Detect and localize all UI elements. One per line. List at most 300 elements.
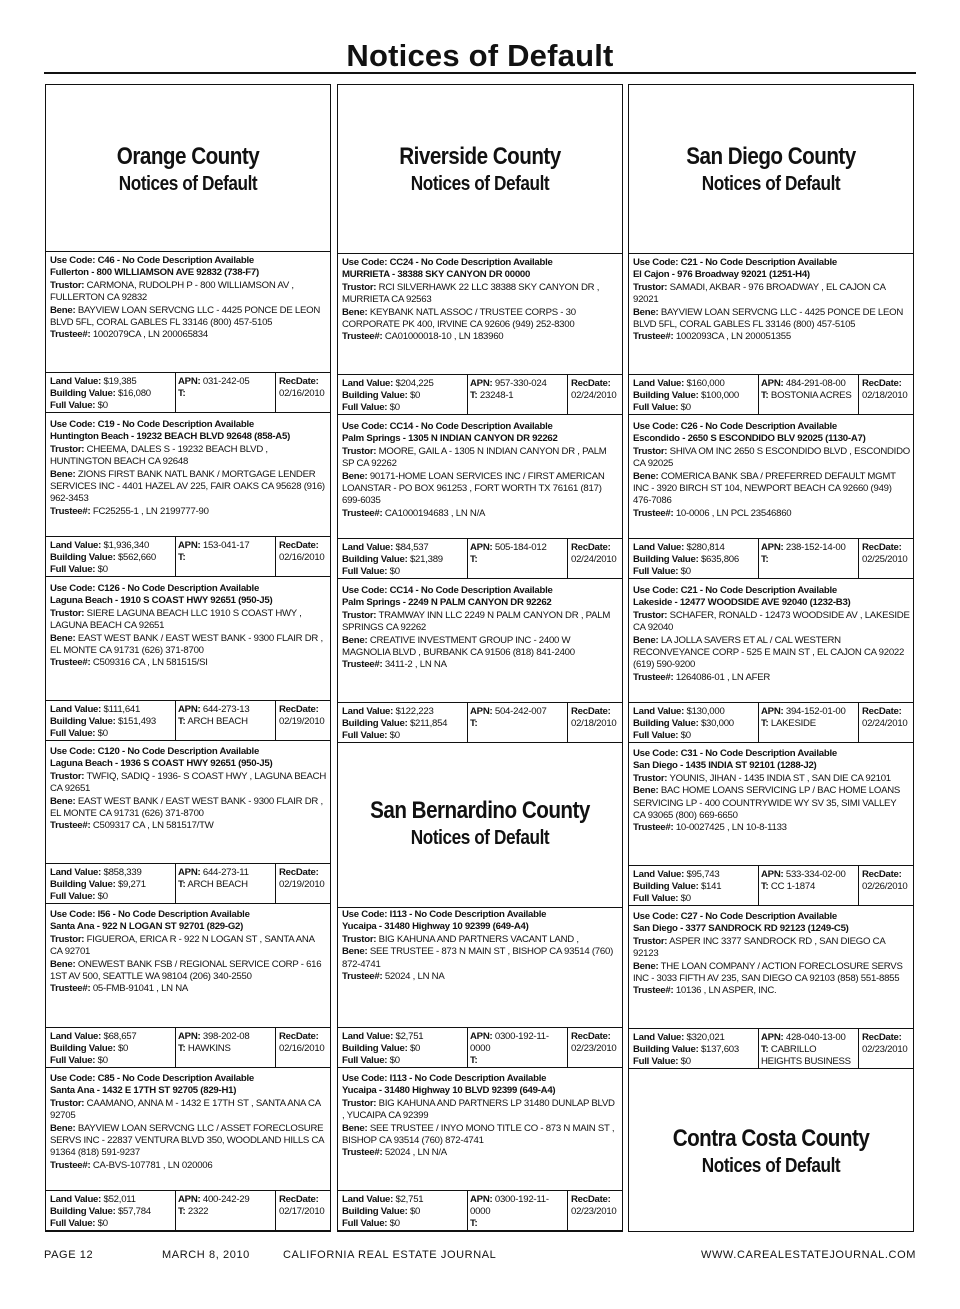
tract-label: T:: [470, 718, 478, 730]
trustor-line: [633, 773, 910, 785]
trustee-value: 1264086-01 , LN AFER: [675, 671, 771, 683]
notice-entry: [633, 421, 910, 520]
bene-label: Bene:: [633, 960, 659, 972]
notice-entry: [633, 748, 910, 835]
recdate-label: RecDate:: [279, 704, 319, 715]
trustor-value: ASPER INC 3377 SANDROCK RD , SAN DIEGO CA 92123: [633, 935, 885, 960]
property-address: MURRIETA - 38388 SKY CANYON DR 00000: [342, 269, 531, 281]
use-code: Use Code: CC24 - No Code Description Available: [342, 257, 553, 268]
bene-line: [633, 635, 910, 672]
building-value-label: Building Value:: [633, 390, 699, 402]
land-value-line: [342, 706, 468, 718]
bene-label: Bene:: [633, 470, 659, 482]
property-address: Laguna Beach - 1936 S COAST HWY 92651 (950-J5): [50, 758, 273, 770]
values-separator: [567, 374, 568, 414]
trustee-value: 52024 , LN NA: [384, 971, 445, 983]
values-row: [338, 1190, 622, 1230]
tract-line: [178, 1206, 274, 1218]
land-value-line: [50, 1031, 176, 1043]
title-rule: [44, 72, 916, 74]
recdate-value: 02/16/2010: [279, 388, 325, 400]
apn-value: 428-040-13-00: [785, 1032, 846, 1043]
apn-group: [178, 867, 274, 891]
tract-value: CC 1-1874: [770, 881, 816, 893]
tract-line: [761, 881, 857, 893]
tract-label: T:: [470, 1218, 478, 1230]
tract-label: T:: [470, 390, 478, 402]
trustor-label: Trustor:: [633, 445, 668, 457]
values-row: [629, 374, 913, 414]
trustor-value: CARMONA, RUDOLPH P - 800 WILLIAMSON AV , FULLERTON CA 92832: [50, 279, 294, 304]
building-value-label: Building Value:: [50, 1206, 116, 1218]
values-separator: [858, 865, 859, 905]
section-divider: [629, 253, 913, 254]
trustee-label: Trustee#:: [633, 671, 674, 683]
apn-value: 533-334-02-00: [785, 869, 846, 880]
bene-label: Bene:: [633, 306, 659, 318]
county-subtitle: Notices of Default: [410, 827, 550, 849]
values-row: [46, 1027, 330, 1067]
values-separator: [275, 372, 276, 412]
county-heading: [338, 143, 622, 197]
full-value-line: [633, 402, 759, 414]
land-value: $111,641: [103, 704, 141, 715]
property-address: El Cajon - 976 Broadway 92021 (1251-H4): [633, 269, 810, 281]
property-address: Yucaipa - 31480 Highway 10 92399 (649-A4): [342, 921, 529, 933]
apn-line: [470, 1194, 566, 1218]
values-separator: [567, 538, 568, 578]
tract-line: [761, 554, 857, 566]
tract-line: [470, 718, 566, 730]
county-heading: [46, 143, 330, 197]
building-value-line: [50, 879, 176, 891]
apn-label: APN:: [761, 706, 784, 717]
land-value: $1,936,340: [103, 540, 150, 551]
full-value: $0: [97, 1218, 108, 1230]
full-value-label: Full Value:: [633, 893, 679, 905]
recdate-value: 02/23/2010: [862, 1044, 908, 1056]
recdate-label: RecDate:: [862, 1032, 902, 1043]
values-separator: [275, 863, 276, 903]
apn-label: APN:: [178, 704, 201, 715]
trustor-value: TRAMWAY INN LLC 2249 N PALM CANYON DR , PALM SPRINGS CA 92262: [342, 609, 611, 634]
values-row: [629, 1028, 913, 1068]
notice-entry: [50, 255, 327, 342]
land-value: $52,011: [103, 1194, 136, 1205]
apn-line: [178, 1031, 274, 1043]
building-value-label: Building Value:: [342, 1043, 408, 1055]
full-value-label: Full Value:: [633, 566, 679, 578]
trustor-line: [50, 608, 327, 633]
recdate-group: [571, 542, 623, 566]
land-value-label: Land Value:: [342, 1194, 394, 1205]
trustor-value: BIG KAHUNA AND PARTNERS LP 31480 DUNLAP BLVD , YUCAIPA CA 92399: [342, 1097, 615, 1122]
values-separator: [275, 536, 276, 576]
land-value-line: [633, 869, 759, 881]
footer-page: PAGE 12: [44, 1249, 94, 1261]
land-value-line: [50, 1194, 176, 1206]
building-value: $151,493: [117, 716, 156, 728]
county-subtitle: Notices of Default: [701, 173, 841, 195]
recdate-value: 02/25/2010: [862, 554, 908, 566]
values-separator: [858, 374, 859, 414]
trustee-label: Trustee#:: [342, 971, 383, 983]
tract-line: [761, 1044, 857, 1068]
tract-value: ARCH BEACH: [187, 716, 248, 728]
trustor-label: Trustor:: [50, 770, 85, 782]
bene-line: [342, 946, 619, 971]
bene-value: 90171-HOME LOAN SERVICES INC / FIRST AMERICAN LOANSTAR - PO BOX 961253 , FORT WORTH TX 76161 (817) 699-6035: [342, 470, 605, 507]
full-value-label: Full Value:: [50, 1055, 96, 1067]
column-san-diego-county: [628, 84, 914, 1232]
bene-line: [342, 471, 619, 508]
values-row: [46, 700, 330, 740]
apn-label: APN:: [178, 1031, 201, 1042]
full-value: $0: [97, 564, 108, 576]
property-address: Palm Springs - 1305 N INDIAN CANYON DR 92262: [342, 433, 558, 445]
trustor-value: TWFIQ, SADIQ - 1936- S COAST HWY , LAGUNA BEACH CA 92651: [50, 770, 327, 795]
notice-entry: [633, 585, 910, 684]
land-value: $280,814: [686, 542, 725, 553]
apn-line: [178, 376, 274, 388]
trustor-label: Trustor:: [342, 281, 377, 293]
value-group: [342, 378, 468, 415]
county-name: San Diego County: [686, 143, 856, 170]
land-value-line: [633, 542, 759, 554]
column-orange-county: [45, 84, 331, 1232]
recdate-group: [279, 867, 331, 891]
apn-line: [470, 1031, 566, 1055]
trustor-line: [633, 610, 910, 635]
values-row: [629, 865, 913, 905]
land-value-label: Land Value:: [342, 706, 394, 717]
recdate-group: [571, 1194, 623, 1218]
full-value: $0: [389, 402, 400, 414]
land-value-label: Land Value:: [633, 1032, 685, 1043]
tract-value: HAWKINS: [187, 1043, 231, 1055]
tract-line: [761, 718, 857, 730]
recdate-value: 02/17/2010: [279, 1206, 325, 1218]
bene-value: KEYBANK NATL ASSOC / TRUSTEE CORPS - 30 CORPORATE PK 400, IRVINE CA 92606 (949) 252-8300: [342, 306, 576, 331]
value-group: [50, 867, 176, 904]
recdate-group: [862, 869, 914, 893]
building-value-line: [50, 552, 176, 564]
full-value-label: Full Value:: [342, 1218, 388, 1230]
values-separator: [858, 1028, 859, 1068]
tract-value: 2322: [187, 1206, 209, 1218]
trustor-value: YOUNIS, JIHAN - 1435 INDIA ST , SAN DIE CA 92101: [669, 772, 891, 784]
trustee-line: [633, 331, 910, 343]
building-value-label: Building Value:: [342, 554, 408, 566]
values-separator: [275, 700, 276, 740]
values-separator: [858, 538, 859, 578]
building-value: $211,854: [409, 718, 448, 730]
trustee-value: FC25255-1 , LN 2199777-90: [92, 505, 209, 517]
value-group: [633, 378, 759, 415]
full-value: $0: [680, 1056, 691, 1068]
trustor-line: [342, 610, 619, 635]
tract-label: T:: [470, 554, 478, 566]
building-value-line: [50, 1043, 176, 1055]
trustor-label: Trustor:: [50, 1097, 85, 1109]
building-value-label: Building Value:: [50, 1043, 116, 1055]
building-value-label: Building Value:: [342, 1206, 408, 1218]
bene-value: BAYVIEW LOAN SERVCNG LLC / ASSET FORECLOSURE SERVS INC - 22837 VENTURA BLVD 350, WOODLAND HILLS CA 91364 (818) 591-9237: [50, 1122, 324, 1159]
building-value-line: [633, 881, 759, 893]
apn-group: [470, 378, 566, 402]
tract-line: [470, 1218, 566, 1230]
notice-entry: [50, 746, 327, 833]
tract-label: T:: [761, 554, 769, 566]
trustor-label: Trustor:: [633, 935, 668, 947]
building-value: $57,784: [117, 1206, 151, 1218]
trustor-label: Trustor:: [342, 1097, 377, 1109]
values-row: [46, 536, 330, 576]
recdate-value: 02/23/2010: [571, 1043, 617, 1055]
full-value-line: [342, 566, 468, 578]
bene-label: Bene:: [633, 634, 659, 646]
land-value-line: [342, 378, 468, 390]
values-row: [338, 374, 622, 414]
apn-group: [761, 869, 857, 893]
full-value-line: [633, 1056, 759, 1068]
land-value: $130,000: [686, 706, 725, 717]
bene-line: [342, 1123, 619, 1148]
recdate-group: [279, 704, 331, 728]
tract-line: [178, 552, 274, 564]
property-address: Palm Springs - 2249 N PALM CANYON DR 92262: [342, 597, 552, 609]
notice-entry: [633, 257, 910, 344]
trustee-label: Trustee#:: [633, 985, 674, 997]
recdate-label: RecDate:: [279, 1194, 319, 1205]
apn-group: [761, 1032, 857, 1069]
recdate-group: [571, 706, 623, 730]
apn-value: 957-330-024: [494, 378, 547, 389]
land-value-label: Land Value:: [342, 542, 394, 553]
tract-line: [178, 716, 274, 728]
recdate-value: 02/24/2010: [862, 718, 908, 730]
apn-line: [761, 1032, 857, 1044]
trustor-label: Trustor:: [50, 933, 85, 945]
tract-line: [470, 1055, 566, 1067]
trustee-value: CA-BVS-107781 , LN 020006: [92, 1159, 213, 1171]
trustee-value: 3411-2 , LN NA: [384, 659, 447, 671]
trustor-value: SCHAFER, RONALD - 12473 WOODSIDE AV , LAKESIDE CA 92040: [633, 609, 910, 634]
trustor-line: [633, 446, 910, 471]
building-value: $635,806: [700, 554, 739, 566]
trustor-label: Trustor:: [50, 607, 85, 619]
bene-label: Bene:: [342, 634, 368, 646]
trustee-value: 10-0027425 , LN 10-8-1133: [675, 822, 787, 834]
land-value-line: [50, 540, 176, 552]
use-code: Use Code: C21 - No Code Description Available: [633, 257, 837, 268]
trustee-line: [342, 1147, 619, 1159]
land-value-line: [50, 704, 176, 716]
values-row: [338, 702, 622, 742]
bene-label: Bene:: [50, 468, 76, 480]
apn-label: APN:: [761, 542, 784, 553]
trustor-line: [342, 1098, 619, 1123]
trustee-label: Trustee#:: [50, 657, 91, 669]
values-row: [46, 1190, 330, 1230]
tract-line: [761, 390, 857, 402]
notice-entry: [50, 1073, 327, 1172]
trustor-line: [50, 1098, 327, 1123]
building-value-line: [342, 390, 468, 402]
recdate-label: RecDate:: [862, 706, 902, 717]
land-value-label: Land Value:: [50, 376, 102, 387]
property-address: Escondido - 2650 S ESCONDIDO BLV 92025 (1130-A7): [633, 433, 866, 445]
recdate-value: 02/23/2010: [571, 1206, 617, 1218]
notice-entry: [342, 909, 619, 983]
building-value-line: [633, 554, 759, 566]
use-code: Use Code: I113 - No Code Description Available: [342, 1073, 547, 1084]
recdate-label: RecDate:: [279, 376, 319, 387]
full-value: $0: [680, 730, 691, 742]
trustee-line: [50, 506, 327, 518]
values-row: [629, 702, 913, 742]
use-code: Use Code: C19 - No Code Description Available: [50, 419, 254, 430]
value-group: [633, 542, 759, 579]
trustor-value: BIG KAHUNA AND PARTNERS VACANT LAND ,: [378, 933, 579, 945]
notice-entry: [342, 257, 619, 344]
trustor-value: SIERE LAGUNA BEACH LLC 1910 S COAST HWY , LAGUNA BEACH CA 92651: [50, 607, 302, 632]
full-value-line: [50, 1218, 176, 1230]
use-code: Use Code: C120 - No Code Description Available: [50, 746, 260, 757]
full-value-line: [50, 728, 176, 740]
trustor-label: Trustor:: [342, 445, 377, 457]
column-riverside-county: [337, 84, 623, 1232]
land-value-label: Land Value:: [633, 378, 685, 389]
county-name: Contra Costa County: [672, 1125, 870, 1152]
value-group: [50, 540, 176, 577]
full-value-label: Full Value:: [633, 402, 679, 414]
building-value-label: Building Value:: [50, 716, 116, 728]
bene-value: BAYVIEW LOAN SERVCNG LLC - 4425 PONCE DE LEON BLVD 5FL, CORAL GABLES FL 33146 (800) 457-5105: [633, 306, 904, 331]
trustee-label: Trustee#:: [342, 331, 383, 343]
apn-label: APN:: [470, 1031, 493, 1042]
apn-line: [178, 540, 274, 552]
value-group: [50, 1031, 176, 1068]
notice-entry: [342, 585, 619, 672]
bene-line: [50, 469, 327, 506]
tract-label: T:: [178, 879, 186, 891]
bene-value: SEE TRUSTEE / INYO MONO TITLE CO - 873 N MAIN ST , BISHOP CA 93514 (760) 872-4741: [342, 1122, 615, 1147]
recdate-label: RecDate:: [862, 869, 902, 880]
tract-label: T:: [178, 716, 186, 728]
use-code: Use Code: C26 - No Code Description Available: [633, 421, 837, 432]
use-code: Use Code: C126 - No Code Description Available: [50, 583, 260, 594]
bene-label: Bene:: [50, 958, 76, 970]
building-value-line: [342, 1206, 468, 1218]
recdate-group: [862, 1032, 914, 1056]
building-value: $0: [409, 1206, 421, 1218]
recdate-group: [862, 542, 914, 566]
full-value-label: Full Value:: [50, 1218, 96, 1230]
apn-line: [178, 867, 274, 879]
bene-label: Bene:: [50, 795, 76, 807]
recdate-value: 02/18/2010: [862, 390, 908, 402]
building-value-label: Building Value:: [342, 390, 408, 402]
apn-value: 644-273-11: [202, 867, 249, 878]
recdate-label: RecDate:: [862, 542, 902, 553]
bene-label: Bene:: [342, 1122, 368, 1134]
apn-line: [470, 378, 566, 390]
apn-label: APN:: [178, 540, 201, 551]
bene-line: [633, 307, 910, 332]
trustee-line: [50, 1160, 327, 1172]
value-group: [50, 1194, 176, 1231]
county-heading: [629, 1125, 913, 1179]
full-value: $0: [389, 1218, 400, 1230]
tract-label: T:: [761, 718, 769, 730]
trustee-label: Trustee#:: [50, 329, 91, 341]
trustee-value: CA01000018-10 , LN 183960: [384, 331, 504, 343]
apn-value: 031-242-05: [202, 376, 250, 387]
property-address: San Diego - 1435 INDIA ST 92101 (1288-J2): [633, 760, 817, 772]
full-value-label: Full Value:: [50, 400, 96, 412]
land-value-label: Land Value:: [342, 1031, 394, 1042]
section-divider: [338, 907, 622, 908]
notice-entry: [342, 1073, 619, 1160]
property-address: Huntington Beach - 19232 BEACH BLVD 92648 (858-A5): [50, 431, 291, 443]
full-value-line: [633, 730, 759, 742]
apn-group: [470, 542, 566, 566]
building-value: $562,660: [117, 552, 156, 564]
building-value-label: Building Value:: [633, 718, 699, 730]
recdate-label: RecDate:: [279, 540, 319, 551]
recdate-group: [279, 376, 331, 400]
bene-label: Bene:: [342, 470, 368, 482]
footer-journal: CALIFORNIA REAL ESTATE JOURNAL: [283, 1249, 497, 1261]
trustee-label: Trustee#:: [50, 983, 91, 995]
recdate-label: RecDate:: [862, 378, 902, 389]
apn-value: 484-291-08-00: [785, 378, 846, 389]
apn-group: [761, 378, 857, 402]
tract-value: 23248-1: [479, 390, 514, 402]
building-value-label: Building Value:: [50, 879, 116, 891]
trustee-label: Trustee#:: [50, 1159, 91, 1171]
page-title: Notices of Default: [346, 38, 614, 73]
land-value-line: [342, 1031, 468, 1043]
bene-line: [342, 635, 619, 660]
property-address: Laguna Beach - 1910 S COAST HWY 92651 (950-J5): [50, 595, 273, 607]
apn-line: [178, 1194, 274, 1206]
trustor-value: CHEEMA, DALES S - 19232 BEACH BLVD , HUNTINGTON BEACH CA 92648: [50, 443, 268, 468]
full-value: $0: [97, 400, 108, 412]
apn-line: [470, 542, 566, 554]
values-separator: [567, 1190, 568, 1230]
bene-value: SEE TRUSTEE - 873 N MAIN ST , BISHOP CA 93514 (760) 872-4741: [342, 946, 614, 970]
bene-label: Bene:: [342, 946, 368, 958]
apn-group: [178, 1194, 274, 1218]
bene-value: LA JOLLA SAVERS ET AL / CAL WESTERN RECONVEYANCE CORP - 525 E MAIN ST , EL CAJON CA 92022 (619) 590-9200: [633, 634, 905, 671]
trustee-line: [50, 329, 327, 341]
full-value-label: Full Value:: [342, 402, 388, 414]
trustor-line: [633, 936, 910, 961]
trustee-line: [50, 820, 327, 832]
trustee-line: [342, 508, 619, 520]
section-divider: [338, 253, 622, 254]
value-group: [633, 706, 759, 743]
recdate-label: RecDate:: [279, 1031, 319, 1042]
full-value-label: Full Value:: [50, 564, 96, 576]
apn-group: [761, 706, 857, 730]
full-value: $0: [680, 402, 691, 414]
trustee-label: Trustee#:: [342, 507, 383, 519]
apn-value: 505-184-012: [494, 542, 547, 553]
property-address: Santa Ana - 1432 E 17TH ST 92705 (829-H1): [50, 1085, 237, 1097]
